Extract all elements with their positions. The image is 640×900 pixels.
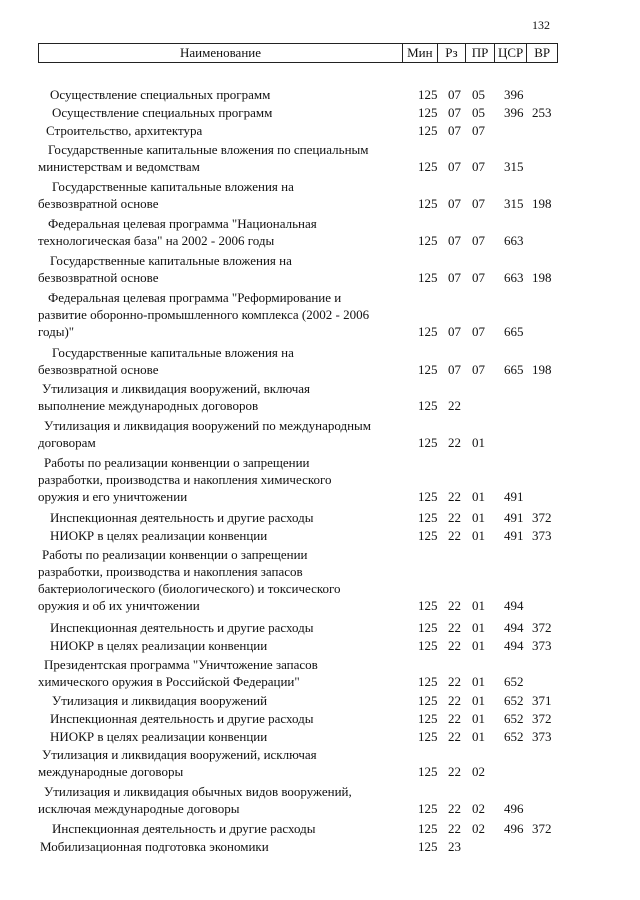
row-code-pr: 01	[472, 729, 485, 744]
row-code-csr: 494	[504, 620, 524, 635]
row-codes	[0, 763, 640, 780]
row-code-vr: 372	[532, 620, 552, 635]
row-code-rz: 07	[448, 87, 461, 102]
row-codes	[0, 488, 640, 505]
row-code-pr: 01	[472, 711, 485, 726]
row-code-vr: 371	[532, 693, 552, 708]
row-code-pr: 01	[472, 674, 485, 689]
row-code-vr: 198	[532, 362, 552, 377]
row-codes	[0, 323, 640, 340]
row-code-csr: 491	[504, 489, 524, 504]
row-name-line: договорам	[38, 435, 96, 450]
row-code-rz: 07	[448, 159, 461, 174]
row-code-csr: 652	[504, 711, 524, 726]
row-name-line: безвозвратной основе	[38, 196, 159, 211]
row-code-min: 125	[418, 196, 438, 211]
row-code-min: 125	[418, 638, 438, 653]
row-code-min: 125	[418, 821, 438, 836]
row-code-vr: 373	[532, 528, 552, 543]
row-codes	[0, 673, 640, 690]
row-name-line: Государственные капитальные вложения по специальным	[48, 142, 369, 157]
row-name-line: Инспекционная деятельность и другие расходы	[50, 620, 314, 635]
row-code-pr: 05	[472, 87, 485, 102]
row-code-csr: 652	[504, 674, 524, 689]
row-code-rz: 07	[448, 196, 461, 211]
row-code-min: 125	[418, 123, 438, 138]
row-code-min: 125	[418, 510, 438, 525]
row-code-pr: 01	[472, 620, 485, 635]
row-name-line: Федеральная целевая программа "Реформирование и	[48, 290, 342, 305]
row-name-line: Мобилизационная подготовка экономики	[40, 839, 269, 854]
row-code-rz: 22	[448, 638, 461, 653]
row-code-min: 125	[418, 270, 438, 285]
row-codes	[0, 800, 640, 817]
row-name-line: Инспекционная деятельность и другие расходы	[50, 711, 314, 726]
row-code-vr: 198	[532, 196, 552, 211]
row-name-line: выполнение международных договоров	[38, 398, 259, 413]
row-code-vr: 372	[532, 821, 552, 836]
header-vr: ВР	[526, 44, 557, 62]
row-code-rz: 22	[448, 510, 461, 525]
row-codes	[0, 509, 640, 526]
row-name-line: развитие оборонно-промышленного комплекса (2002 - 2006	[38, 307, 370, 322]
row-code-csr: 665	[504, 324, 524, 339]
row-name-line: годы)"	[38, 324, 75, 339]
row-code-rz: 22	[448, 398, 461, 413]
row-name-line: НИОКР в целях реализации конвенции	[50, 729, 268, 744]
row-codes	[0, 820, 640, 837]
row-code-csr: 494	[504, 598, 524, 613]
row-name-line: Работы по реализации конвенции о запрещении	[42, 547, 308, 562]
row-name-line: международные договоры	[38, 764, 184, 779]
row-code-pr: 07	[472, 270, 485, 285]
row-code-vr: 198	[532, 270, 552, 285]
row-name-line: технологическая база" на 2002 - 2006 годы	[38, 233, 275, 248]
row-code-rz: 22	[448, 711, 461, 726]
header-rz: Рз	[437, 44, 466, 62]
row-code-rz: 22	[448, 821, 461, 836]
row-code-csr: 315	[504, 196, 524, 211]
row-name-line: Утилизация и ликвидация вооружений	[52, 693, 268, 708]
row-code-pr: 01	[472, 638, 485, 653]
row-code-csr: 652	[504, 729, 524, 744]
row-code-rz: 07	[448, 123, 461, 138]
row-codes	[0, 597, 640, 614]
row-code-csr: 494	[504, 638, 524, 653]
row-name-line: разработки, производства и накопления химического	[38, 472, 332, 487]
row-code-rz: 22	[448, 598, 461, 613]
row-code-vr: 373	[532, 729, 552, 744]
row-code-min: 125	[418, 674, 438, 689]
row-code-vr: 253	[532, 105, 552, 120]
row-code-csr: 491	[504, 510, 524, 525]
header-min: Мин	[402, 44, 437, 62]
row-code-pr: 01	[472, 528, 485, 543]
row-code-min: 125	[418, 839, 438, 854]
row-code-min: 125	[418, 324, 438, 339]
row-codes	[0, 434, 640, 451]
row-code-rz: 22	[448, 729, 461, 744]
row-code-rz: 07	[448, 270, 461, 285]
row-codes	[0, 838, 640, 855]
row-code-min: 125	[418, 362, 438, 377]
row-name-line: Утилизация и ликвидация вооружений, исключая	[42, 747, 317, 762]
row-code-pr: 07	[472, 324, 485, 339]
page-number: 132	[532, 18, 550, 32]
row-name-line: Государственные капитальные вложения на	[52, 179, 294, 194]
row-codes	[0, 527, 640, 544]
row-code-pr: 07	[472, 123, 485, 138]
row-name-line: бактериологического (биологического) и токсического	[38, 581, 341, 596]
row-code-rz: 22	[448, 620, 461, 635]
header-pr: ПР	[465, 44, 494, 62]
row-code-rz: 07	[448, 105, 461, 120]
header-name: Наименование	[180, 45, 262, 60]
row-code-csr: 663	[504, 233, 524, 248]
row-code-pr: 05	[472, 105, 485, 120]
row-code-pr: 07	[472, 159, 485, 174]
row-name-line: безвозвратной основе	[38, 362, 159, 377]
row-code-csr: 665	[504, 362, 524, 377]
row-name-line: Инспекционная деятельность и другие расходы	[50, 510, 314, 525]
header-csr: ЦСР	[494, 44, 527, 62]
row-codes	[0, 232, 640, 249]
row-code-min: 125	[418, 87, 438, 102]
row-codes	[0, 397, 640, 414]
row-name-line: химического оружия в Российской Федерации"	[38, 674, 300, 689]
row-codes	[0, 728, 640, 745]
row-codes	[0, 710, 640, 727]
row-codes	[0, 692, 640, 709]
row-code-rz: 22	[448, 528, 461, 543]
row-code-min: 125	[418, 764, 438, 779]
row-name-line: НИОКР в целях реализации конвенции	[50, 528, 268, 543]
row-code-rz: 22	[448, 489, 461, 504]
row-code-pr: 01	[472, 435, 485, 450]
row-code-pr: 01	[472, 489, 485, 504]
row-codes	[0, 122, 640, 139]
row-name-line: Государственные капитальные вложения на	[52, 345, 294, 360]
row-codes	[0, 269, 640, 286]
row-name-line: Утилизация и ликвидация вооружений по международным	[44, 418, 372, 433]
row-code-min: 125	[418, 620, 438, 635]
row-code-min: 125	[418, 435, 438, 450]
row-name-line: Работы по реализации конвенции о запрещении	[44, 455, 310, 470]
row-code-csr: 491	[504, 528, 524, 543]
row-name-line: Президентская программа "Уничтожение запасов	[44, 657, 318, 672]
row-code-pr: 07	[472, 362, 485, 377]
row-codes	[0, 86, 640, 103]
row-code-pr: 01	[472, 598, 485, 613]
row-name-line: Инспекционная деятельность и другие расходы	[52, 821, 316, 836]
row-code-rz: 22	[448, 674, 461, 689]
row-code-vr: 373	[532, 638, 552, 653]
row-code-pr: 02	[472, 801, 485, 816]
row-code-pr: 02	[472, 821, 485, 836]
row-code-rz: 22	[448, 435, 461, 450]
row-code-pr: 07	[472, 233, 485, 248]
row-code-pr: 02	[472, 764, 485, 779]
row-code-vr: 372	[532, 510, 552, 525]
row-name-line: Строительство, архитектура	[46, 123, 203, 138]
row-code-min: 125	[418, 801, 438, 816]
row-code-csr: 652	[504, 693, 524, 708]
row-name-line: исключая международные договоры	[38, 801, 240, 816]
row-code-min: 125	[418, 693, 438, 708]
row-code-min: 125	[418, 159, 438, 174]
row-code-csr: 396	[504, 87, 524, 102]
row-code-pr: 07	[472, 196, 485, 211]
row-codes	[0, 158, 640, 175]
row-code-rz: 23	[448, 839, 461, 854]
row-code-min: 125	[418, 105, 438, 120]
row-name-line: Осуществление специальных программ	[50, 87, 271, 102]
row-code-rz: 07	[448, 324, 461, 339]
row-name-line: НИОКР в целях реализации конвенции	[50, 638, 268, 653]
row-name-line: Государственные капитальные вложения на	[50, 253, 292, 268]
row-code-min: 125	[418, 528, 438, 543]
row-codes	[0, 637, 640, 654]
row-name-line: Осуществление специальных программ	[52, 105, 273, 120]
row-code-csr: 396	[504, 105, 524, 120]
row-name-line: Утилизация и ликвидация обычных видов вооружений,	[44, 784, 352, 799]
row-code-rz: 07	[448, 362, 461, 377]
row-codes	[0, 104, 640, 121]
row-code-csr: 496	[504, 801, 524, 816]
row-name-line: Утилизация и ликвидация вооружений, включая	[42, 381, 311, 396]
row-name-line: оружия и об их уничтожении	[38, 598, 200, 613]
row-code-min: 125	[418, 598, 438, 613]
row-code-min: 125	[418, 729, 438, 744]
row-code-rz: 22	[448, 801, 461, 816]
row-code-rz: 07	[448, 233, 461, 248]
row-code-rz: 22	[448, 693, 461, 708]
row-code-pr: 01	[472, 510, 485, 525]
row-codes	[0, 361, 640, 378]
row-codes	[0, 619, 640, 636]
row-name-line: Федеральная целевая программа "Национальная	[48, 216, 317, 231]
row-codes	[0, 195, 640, 212]
row-name-line: безвозвратной основе	[38, 270, 159, 285]
row-code-min: 125	[418, 233, 438, 248]
row-code-csr: 315	[504, 159, 524, 174]
row-code-csr: 663	[504, 270, 524, 285]
row-code-pr: 01	[472, 693, 485, 708]
row-code-min: 125	[418, 398, 438, 413]
row-name-line: оружия и его уничтожении	[38, 489, 188, 504]
row-name-line: министерствам и ведомствам	[38, 159, 200, 174]
row-code-min: 125	[418, 711, 438, 726]
row-code-min: 125	[418, 489, 438, 504]
row-code-rz: 22	[448, 764, 461, 779]
row-code-vr: 372	[532, 711, 552, 726]
row-name-line: разработки, производства и накопления запасов	[38, 564, 303, 579]
row-code-csr: 496	[504, 821, 524, 836]
